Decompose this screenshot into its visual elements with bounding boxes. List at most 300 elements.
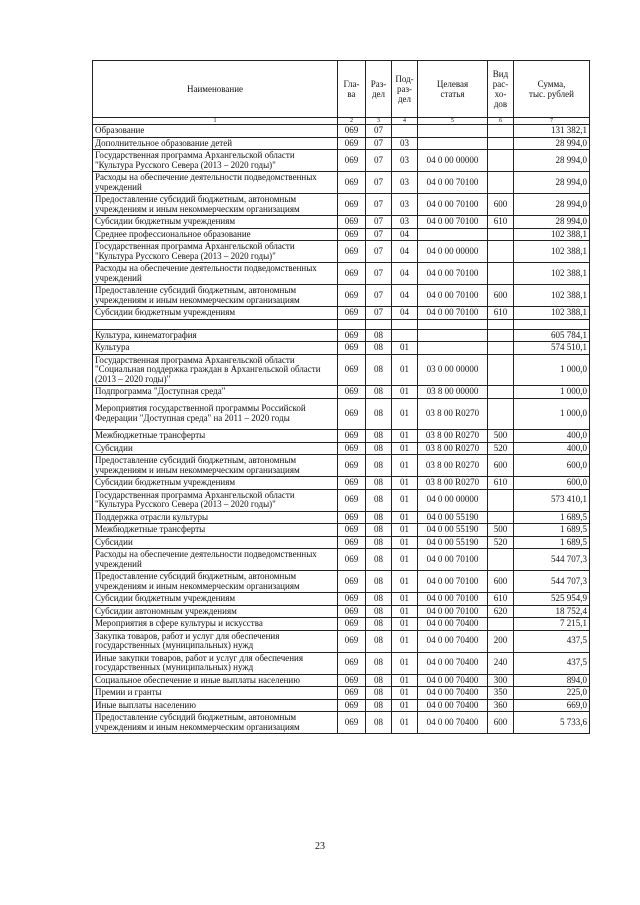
row-name-cell: Субсидии бюджетным учреждениям	[93, 477, 338, 490]
row-subsection-cell: 01	[392, 605, 418, 618]
row-name-cell: Межбюджетные трансферты	[93, 430, 338, 443]
row-chapter-cell: 069	[338, 674, 366, 687]
row-chapter-cell: 069	[338, 571, 366, 593]
column-index: 2	[338, 118, 366, 125]
table-row	[93, 618, 590, 631]
row-chapter-cell: 069	[338, 618, 366, 631]
row-chapter-cell: 069	[338, 216, 366, 229]
row-target-article-cell: 04 0 00 00000	[418, 150, 488, 172]
row-name-cell: Межбюджетные трансферты	[93, 524, 338, 537]
table-row	[93, 549, 590, 571]
row-chapter-cell: 069	[338, 549, 366, 571]
table-body	[93, 125, 590, 734]
row-target-article-cell: 03 8 00 R0270	[418, 442, 488, 455]
table-row	[93, 712, 590, 734]
table-row	[93, 630, 590, 652]
budget-table	[92, 60, 590, 734]
row-section-cell: 08	[366, 536, 392, 549]
row-chapter-cell: 069	[338, 455, 366, 477]
table-header-row	[93, 61, 590, 118]
row-sum-cell: 437,5	[514, 630, 590, 652]
row-section-cell: 08	[366, 455, 392, 477]
header-name: Наименование	[93, 61, 338, 118]
row-name-cell: Субсидии бюджетным учреждениям	[93, 216, 338, 229]
row-subsection-cell: 03	[392, 137, 418, 150]
row-sum-cell: 1 689,5	[514, 511, 590, 524]
row-sum-cell: 28 994,0	[514, 172, 590, 194]
table-row	[93, 172, 590, 194]
row-target-article-cell	[418, 329, 488, 342]
row-name-cell: Иные выплаты населению	[93, 699, 338, 712]
row-expense-type-cell: 600	[488, 285, 514, 307]
column-index: 4	[392, 118, 418, 125]
row-sum-cell: 1 689,5	[514, 524, 590, 537]
header-subsection: Под- раз- дел	[392, 61, 418, 118]
row-target-article-cell: 04 0 00 70400	[418, 699, 488, 712]
row-name-cell: Расходы на обеспечение деятельности подведомственных учреждений	[93, 263, 338, 285]
row-target-article-cell: 03 8 00 R0270	[418, 430, 488, 443]
row-subsection-cell: 01	[392, 618, 418, 631]
row-section-cell: 07	[366, 172, 392, 194]
row-subsection-cell: 03	[392, 150, 418, 172]
row-expense-type-cell	[488, 489, 514, 511]
row-sum-cell: 28 994,0	[514, 150, 590, 172]
row-target-article-cell: 04 0 00 70400	[418, 630, 488, 652]
row-sum-cell: 28 994,0	[514, 216, 590, 229]
row-name-cell: Дополнительное образование детей	[93, 137, 338, 150]
row-name-cell: Расходы на обеспечение деятельности подведомственных учреждений	[93, 172, 338, 194]
header-section: Раз- дел	[366, 61, 392, 118]
row-section-cell: 08	[366, 430, 392, 443]
row-chapter-cell: 069	[338, 125, 366, 138]
row-target-article-cell: 04 0 00 55190	[418, 511, 488, 524]
row-subsection-cell: 01	[392, 652, 418, 674]
row-subsection-cell: 01	[392, 630, 418, 652]
row-chapter-cell: 069	[338, 285, 366, 307]
row-chapter-cell: 069	[338, 329, 366, 342]
row-expense-type-cell	[488, 386, 514, 399]
row-expense-type-cell: 610	[488, 216, 514, 229]
table-row	[93, 307, 590, 320]
row-expense-type-cell	[488, 241, 514, 263]
row-chapter-cell: 069	[338, 593, 366, 606]
row-subsection-cell: 03	[392, 216, 418, 229]
row-subsection-cell: 03	[392, 172, 418, 194]
row-chapter-cell: 069	[338, 652, 366, 674]
row-name-cell: Субсидии	[93, 536, 338, 549]
row-subsection-cell: 01	[392, 398, 418, 430]
row-name-cell: Мероприятия в сфере культуры и искусства	[93, 618, 338, 631]
row-subsection-cell: 04	[392, 228, 418, 241]
row-chapter-cell: 069	[338, 137, 366, 150]
table-row	[93, 386, 590, 399]
row-name-cell: Государственная программа Архангельской области "Культура Русского Севера (2013 – 2020 годы)"	[93, 489, 338, 511]
row-subsection-cell: 01	[392, 549, 418, 571]
row-name-cell: Государственная программа Архангельской области "Культура Русского Севера (2013 – 2020 годы)"	[93, 150, 338, 172]
row-subsection-cell: 03	[392, 194, 418, 216]
row-section-cell: 08	[366, 511, 392, 524]
row-section-cell: 08	[366, 674, 392, 687]
table-row	[93, 489, 590, 511]
row-target-article-cell: 04 0 00 70400	[418, 618, 488, 631]
row-target-article-cell: 04 0 00 70100	[418, 571, 488, 593]
table-row	[93, 477, 590, 490]
row-target-article-cell: 04 0 00 70400	[418, 674, 488, 687]
table-row	[93, 263, 590, 285]
row-name-cell: Субсидии бюджетным учреждениям	[93, 593, 338, 606]
row-section-cell: 08	[366, 618, 392, 631]
row-target-article-cell: 04 0 00 00000	[418, 489, 488, 511]
row-section-cell: 08	[366, 605, 392, 618]
row-chapter-cell: 069	[338, 172, 366, 194]
table-row	[93, 216, 590, 229]
row-chapter-cell: 069	[338, 228, 366, 241]
row-name-cell: Предоставление субсидий бюджетным, автономным учреждениям и иным некоммерческим организациям	[93, 194, 338, 216]
row-chapter-cell: 069	[338, 712, 366, 734]
row-target-article-cell	[418, 125, 488, 138]
row-name-cell: Расходы на обеспечение деятельности подведомственных учреждений	[93, 549, 338, 571]
row-target-article-cell: 04 0 00 70100	[418, 216, 488, 229]
table-row	[93, 228, 590, 241]
row-subsection-cell: 01	[392, 455, 418, 477]
row-section-cell: 07	[366, 307, 392, 320]
row-section-cell: 08	[366, 386, 392, 399]
table-row	[93, 674, 590, 687]
table-row	[93, 342, 590, 355]
table-row	[93, 125, 590, 138]
row-target-article-cell: 04 0 00 70100	[418, 285, 488, 307]
column-index: 7	[514, 118, 590, 125]
column-index: 6	[488, 118, 514, 125]
empty-cell	[514, 319, 590, 329]
row-sum-cell: 1 000,0	[514, 386, 590, 399]
row-subsection-cell: 04	[392, 285, 418, 307]
row-expense-type-cell: 360	[488, 699, 514, 712]
row-chapter-cell: 069	[338, 241, 366, 263]
row-sum-cell: 102 388,1	[514, 263, 590, 285]
budget-table-sheet	[92, 60, 589, 734]
row-target-article-cell: 04 0 00 55190	[418, 536, 488, 549]
row-expense-type-cell: 350	[488, 687, 514, 700]
row-section-cell: 08	[366, 477, 392, 490]
column-index: 5	[418, 118, 488, 125]
row-name-cell: Предоставление субсидий бюджетным, автономным учреждениям и иным некоммерческим организациям	[93, 712, 338, 734]
row-chapter-cell: 069	[338, 150, 366, 172]
row-expense-type-cell	[488, 263, 514, 285]
row-section-cell: 08	[366, 549, 392, 571]
row-expense-type-cell: 600	[488, 571, 514, 593]
row-expense-type-cell	[488, 618, 514, 631]
row-target-article-cell	[418, 228, 488, 241]
row-sum-cell: 400,0	[514, 442, 590, 455]
row-expense-type-cell: 600	[488, 194, 514, 216]
row-sum-cell: 573 410,1	[514, 489, 590, 511]
row-chapter-cell: 069	[338, 442, 366, 455]
row-name-cell: Среднее профессиональное образование	[93, 228, 338, 241]
row-target-article-cell: 03 8 00 00000	[418, 386, 488, 399]
row-target-article-cell: 03 0 00 00000	[418, 354, 488, 386]
row-expense-type-cell	[488, 549, 514, 571]
table-row	[93, 511, 590, 524]
row-name-cell: Культура	[93, 342, 338, 355]
row-subsection-cell: 01	[392, 571, 418, 593]
row-target-article-cell: 04 0 00 70100	[418, 605, 488, 618]
row-expense-type-cell: 610	[488, 593, 514, 606]
row-section-cell: 07	[366, 137, 392, 150]
row-subsection-cell: 01	[392, 386, 418, 399]
row-chapter-cell: 069	[338, 687, 366, 700]
table-row	[93, 571, 590, 593]
row-sum-cell: 669,0	[514, 699, 590, 712]
table-row	[93, 137, 590, 150]
row-sum-cell: 1 689,5	[514, 536, 590, 549]
row-subsection-cell: 01	[392, 477, 418, 490]
row-target-article-cell: 04 0 00 70100	[418, 549, 488, 571]
row-section-cell: 08	[366, 329, 392, 342]
row-name-cell: Премии и гранты	[93, 687, 338, 700]
row-sum-cell: 544 707,3	[514, 571, 590, 593]
row-subsection-cell: 01	[392, 442, 418, 455]
row-name-cell: Субсидии автономным учреждениям	[93, 605, 338, 618]
row-name-cell: Государственная программа Архангельской области "Социальная поддержка граждан в Архангельской области (2013 – 2020 годы)"	[93, 354, 338, 386]
row-chapter-cell: 069	[338, 430, 366, 443]
row-target-article-cell: 03 8 00 R0270	[418, 477, 488, 490]
row-expense-type-cell: 620	[488, 605, 514, 618]
table-row	[93, 150, 590, 172]
row-section-cell: 08	[366, 712, 392, 734]
row-sum-cell: 225,0	[514, 687, 590, 700]
row-expense-type-cell	[488, 125, 514, 138]
row-section-cell: 08	[366, 342, 392, 355]
row-target-article-cell: 03 8 00 R0270	[418, 455, 488, 477]
row-sum-cell: 574 510,1	[514, 342, 590, 355]
row-expense-type-cell: 520	[488, 536, 514, 549]
row-section-cell: 08	[366, 630, 392, 652]
page-number: 23	[315, 841, 325, 852]
row-name-cell: Культура, кинематография	[93, 329, 338, 342]
row-chapter-cell: 069	[338, 194, 366, 216]
row-section-cell: 08	[366, 398, 392, 430]
row-name-cell: Предоставление субсидий бюджетным, автономным учреждениям и иным некоммерческим организациям	[93, 455, 338, 477]
row-sum-cell: 600,0	[514, 455, 590, 477]
row-chapter-cell: 069	[338, 342, 366, 355]
row-target-article-cell: 03 8 00 R0270	[418, 398, 488, 430]
table-row	[93, 329, 590, 342]
row-subsection-cell: 01	[392, 687, 418, 700]
row-section-cell: 08	[366, 524, 392, 537]
table-row	[93, 194, 590, 216]
row-chapter-cell: 069	[338, 699, 366, 712]
row-subsection-cell: 01	[392, 354, 418, 386]
row-expense-type-cell: 600	[488, 455, 514, 477]
row-name-cell: Образование	[93, 125, 338, 138]
row-subsection-cell: 01	[392, 430, 418, 443]
row-section-cell: 07	[366, 150, 392, 172]
empty-cell	[488, 319, 514, 329]
row-section-cell: 07	[366, 263, 392, 285]
table-row	[93, 593, 590, 606]
table-row	[93, 687, 590, 700]
row-expense-type-cell	[488, 342, 514, 355]
row-subsection-cell	[392, 125, 418, 138]
table-row	[93, 699, 590, 712]
row-section-cell: 08	[366, 354, 392, 386]
row-chapter-cell: 069	[338, 354, 366, 386]
row-sum-cell: 437,5	[514, 652, 590, 674]
row-target-article-cell: 04 0 00 70400	[418, 652, 488, 674]
row-subsection-cell: 01	[392, 524, 418, 537]
row-expense-type-cell: 520	[488, 442, 514, 455]
row-subsection-cell: 01	[392, 593, 418, 606]
row-expense-type-cell	[488, 228, 514, 241]
empty-cell	[392, 319, 418, 329]
row-subsection-cell: 01	[392, 342, 418, 355]
table-row	[93, 536, 590, 549]
column-index-row	[93, 118, 590, 125]
row-subsection-cell: 01	[392, 489, 418, 511]
empty-cell	[418, 319, 488, 329]
table-row	[93, 430, 590, 443]
row-name-cell: Поддержка отрасли культуры	[93, 511, 338, 524]
row-expense-type-cell	[488, 172, 514, 194]
table-row	[93, 455, 590, 477]
row-chapter-cell: 069	[338, 489, 366, 511]
row-section-cell: 07	[366, 228, 392, 241]
row-sum-cell: 5 733,6	[514, 712, 590, 734]
row-name-cell: Государственная программа Архангельской области "Культура Русского Севера (2013 – 2020 годы)"	[93, 241, 338, 263]
row-name-cell: Подпрограмма "Доступная среда"	[93, 386, 338, 399]
row-section-cell: 08	[366, 699, 392, 712]
row-name-cell: Закупка товаров, работ и услуг для обеспечения государственных (муниципальных) нужд	[93, 630, 338, 652]
row-section-cell: 07	[366, 241, 392, 263]
row-name-cell: Мероприятия государственной программы Российской Федерации "Доступная среда" на 2011 – 2020 годы	[93, 398, 338, 430]
row-sum-cell: 1 000,0	[514, 398, 590, 430]
row-sum-cell: 1 000,0	[514, 354, 590, 386]
table-row	[93, 605, 590, 618]
row-expense-type-cell: 300	[488, 674, 514, 687]
row-expense-type-cell: 600	[488, 712, 514, 734]
row-target-article-cell	[418, 137, 488, 150]
row-name-cell: Предоставление субсидий бюджетным, автономным учреждениям и иным некоммерческим организациям	[93, 571, 338, 593]
row-section-cell: 08	[366, 442, 392, 455]
empty-cell	[93, 319, 338, 329]
row-chapter-cell: 069	[338, 386, 366, 399]
row-target-article-cell: 04 0 00 55190	[418, 524, 488, 537]
empty-cell	[338, 319, 366, 329]
row-expense-type-cell: 200	[488, 630, 514, 652]
row-name-cell: Социальное обеспечение и иные выплаты населению	[93, 674, 338, 687]
table-row	[93, 398, 590, 430]
row-target-article-cell: 04 0 00 70100	[418, 194, 488, 216]
empty-cell	[366, 319, 392, 329]
row-subsection-cell: 01	[392, 536, 418, 549]
row-section-cell: 08	[366, 593, 392, 606]
table-row	[93, 652, 590, 674]
table-row	[93, 442, 590, 455]
column-index: 3	[366, 118, 392, 125]
row-expense-type-cell: 610	[488, 477, 514, 490]
row-expense-type-cell	[488, 398, 514, 430]
row-chapter-cell: 069	[338, 524, 366, 537]
row-chapter-cell: 069	[338, 263, 366, 285]
row-section-cell: 08	[366, 489, 392, 511]
row-name-cell: Предоставление субсидий бюджетным, автономным учреждениям и иным некоммерческим организациям	[93, 285, 338, 307]
row-chapter-cell: 069	[338, 398, 366, 430]
row-section-cell: 08	[366, 652, 392, 674]
row-sum-cell: 894,0	[514, 674, 590, 687]
row-expense-type-cell	[488, 329, 514, 342]
row-sum-cell: 7 215,1	[514, 618, 590, 631]
row-sum-cell: 28 994,0	[514, 137, 590, 150]
header-chapter: Гла- ва	[338, 61, 366, 118]
row-chapter-cell: 069	[338, 511, 366, 524]
row-subsection-cell: 04	[392, 241, 418, 263]
header-sum: Сумма, тыс. рублей	[514, 61, 590, 118]
row-expense-type-cell: 610	[488, 307, 514, 320]
row-expense-type-cell	[488, 511, 514, 524]
row-sum-cell: 102 388,1	[514, 228, 590, 241]
row-section-cell: 07	[366, 194, 392, 216]
row-expense-type-cell	[488, 354, 514, 386]
row-name-cell: Субсидии	[93, 442, 338, 455]
row-chapter-cell: 069	[338, 307, 366, 320]
row-expense-type-cell: 500	[488, 430, 514, 443]
row-section-cell: 07	[366, 285, 392, 307]
row-chapter-cell: 069	[338, 605, 366, 618]
table-row	[93, 354, 590, 386]
row-expense-type-cell: 240	[488, 652, 514, 674]
row-target-article-cell: 04 0 00 00000	[418, 241, 488, 263]
row-sum-cell: 102 388,1	[514, 307, 590, 320]
row-subsection-cell	[392, 329, 418, 342]
row-subsection-cell: 04	[392, 263, 418, 285]
row-section-cell: 08	[366, 571, 392, 593]
row-target-article-cell: 04 0 00 70100	[418, 172, 488, 194]
row-chapter-cell: 069	[338, 477, 366, 490]
row-target-article-cell: 04 0 00 70100	[418, 593, 488, 606]
row-target-article-cell	[418, 342, 488, 355]
row-sum-cell: 18 752,4	[514, 605, 590, 618]
row-subsection-cell: 04	[392, 307, 418, 320]
row-sum-cell: 102 388,1	[514, 285, 590, 307]
row-expense-type-cell	[488, 137, 514, 150]
row-subsection-cell: 01	[392, 511, 418, 524]
header-expense-type: Вид рас- хо- дов	[488, 61, 514, 118]
row-section-cell: 07	[366, 216, 392, 229]
row-subsection-cell: 01	[392, 699, 418, 712]
row-sum-cell: 605 784,1	[514, 329, 590, 342]
column-index: 1	[93, 118, 338, 125]
row-section-cell: 07	[366, 125, 392, 138]
row-chapter-cell: 069	[338, 536, 366, 549]
row-sum-cell: 102 388,1	[514, 241, 590, 263]
row-expense-type-cell	[488, 150, 514, 172]
table-row	[93, 524, 590, 537]
row-expense-type-cell: 500	[488, 524, 514, 537]
table-row	[93, 241, 590, 263]
row-target-article-cell: 04 0 00 70100	[418, 263, 488, 285]
row-sum-cell: 28 994,0	[514, 194, 590, 216]
row-subsection-cell: 01	[392, 712, 418, 734]
row-sum-cell: 400,0	[514, 430, 590, 443]
row-section-cell: 08	[366, 687, 392, 700]
row-sum-cell: 600,0	[514, 477, 590, 490]
row-name-cell: Субсидии бюджетным учреждениям	[93, 307, 338, 320]
row-sum-cell: 525 954,9	[514, 593, 590, 606]
row-sum-cell: 131 382,1	[514, 125, 590, 138]
header-target-article: Целевая статья	[418, 61, 488, 118]
table-row	[93, 285, 590, 307]
